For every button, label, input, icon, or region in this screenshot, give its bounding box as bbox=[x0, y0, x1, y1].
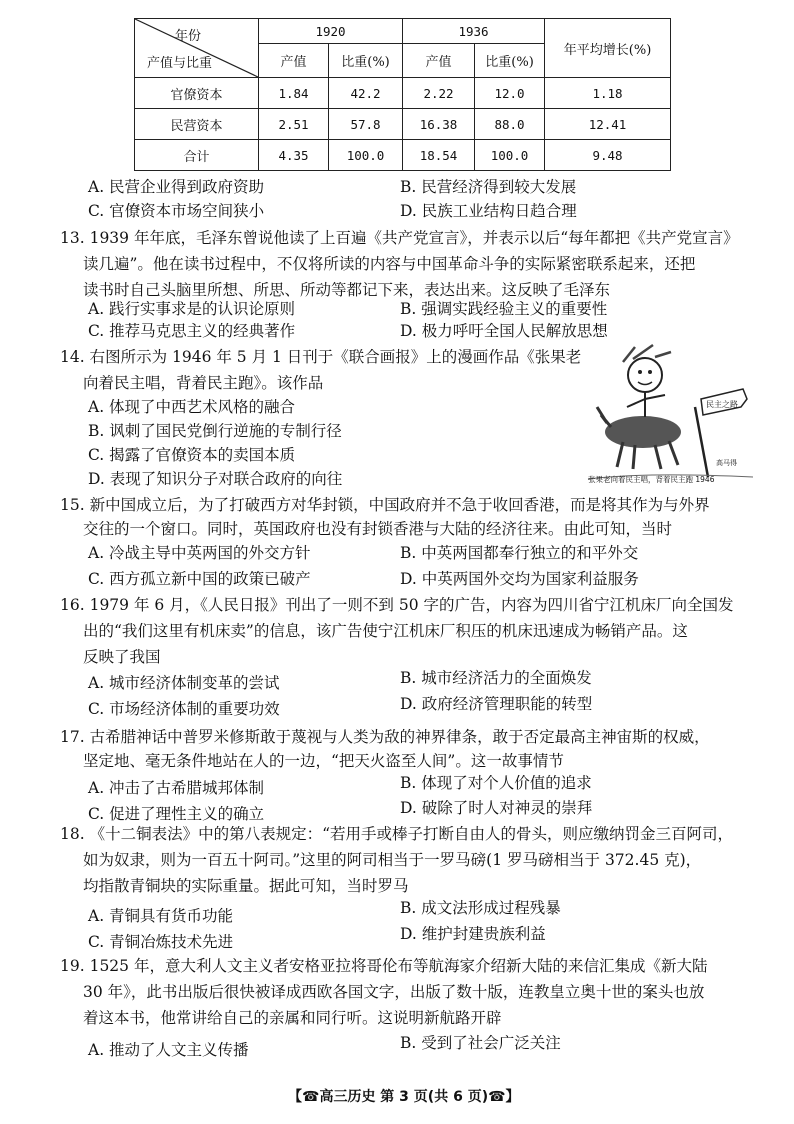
q19-stem-line: 19. 1525 年，意大利人文主义者安格亚拉将哥伦布等航海家介绍新大陆的来信汇集成《新大陆 bbox=[60, 957, 708, 975]
cell-value: 100.0 bbox=[329, 140, 403, 171]
q17-stem-line: 坚定地、毫无条件地站在人的一边，“把天火盗至人间”。这一故事情节 bbox=[83, 752, 564, 770]
q15-option-a[interactable]: A. 冷战主导中英两国的外交方针 bbox=[88, 544, 311, 562]
q19-stem-line: 着这本书，他常讲给自己的亲属和同行听。这说明新航路开辟 bbox=[83, 1009, 502, 1027]
q16-stem-line: 反映了我国 bbox=[83, 648, 161, 666]
q13-option-c[interactable]: C. 推荐马克思主义的经典著作 bbox=[88, 322, 296, 340]
header-year: 年份 bbox=[175, 29, 202, 44]
cell-value: 12.41 bbox=[545, 109, 671, 140]
table-row bbox=[135, 109, 671, 140]
sign-text: 民主之路 bbox=[706, 400, 738, 409]
header-share-1936: 比重(%) bbox=[475, 44, 545, 78]
q15-option-b[interactable]: B. 中英两国都奉行独立的和平外交 bbox=[400, 544, 639, 562]
cell-value: 16.38 bbox=[403, 109, 475, 140]
q17-stem-line: 17. 古希腊神话中普罗米修斯敢于蔑视与人类为敌的神界律条，敢于否定最高主神宙斯的权威， bbox=[60, 728, 710, 746]
cell-value: 100.0 bbox=[475, 140, 545, 171]
q18-option-c[interactable]: C. 青铜冶炼技术先进 bbox=[88, 933, 234, 951]
cell-value: 57.8 bbox=[329, 109, 403, 140]
header-value-1936: 产值 bbox=[403, 44, 475, 78]
q13-stem-line: 读几遍”。他在读书过程中，不仅将所读的内容与中国革命斗争的实际紧密联系起来，还把 bbox=[83, 255, 696, 273]
q17-option-c[interactable]: C. 促进了理性主义的确立 bbox=[88, 805, 265, 823]
q12-option-b[interactable]: B. 民营经济得到较大发展 bbox=[400, 178, 577, 196]
q17-option-b[interactable]: B. 体现了对个人价值的追求 bbox=[400, 774, 592, 792]
q17-option-a[interactable]: A. 冲击了古希腊城邦体制 bbox=[88, 779, 265, 797]
q16-option-a[interactable]: A. 城市经济体制变革的尝试 bbox=[88, 674, 280, 692]
page-footer: 【☎高三历史 第 3 页(共 6 页)☎】 bbox=[288, 1089, 520, 1105]
q14-option-b[interactable]: B. 讽刺了国民党倒行逆施的专制行径 bbox=[88, 422, 342, 440]
data-table bbox=[134, 18, 671, 171]
table-corner-header bbox=[135, 19, 259, 78]
artist-signature: 高马得 bbox=[716, 459, 737, 467]
q13-stem-line: 读书时自己头脑里所想、所思、所动等都记下来，表达出来。这反映了毛泽东 bbox=[83, 281, 611, 299]
cell-value: 2.51 bbox=[259, 109, 329, 140]
q16-option-c[interactable]: C. 市场经济体制的重要功效 bbox=[88, 700, 280, 718]
q13-option-b[interactable]: B. 强调实践经验主义的重要性 bbox=[400, 300, 608, 318]
q12-option-a[interactable]: A. 民营企业得到政府资助 bbox=[88, 178, 265, 196]
q16-stem-line: 出的“我们这里有机床卖”的信息，该广告使宁江机床厂积压的机床迅速成为畅销产品。这 bbox=[83, 622, 688, 640]
q15-option-d[interactable]: D. 中英两国外交均为国家利益服务 bbox=[400, 570, 639, 588]
q14-option-c[interactable]: C. 揭露了官僚资本的卖国本质 bbox=[88, 446, 296, 464]
q19-option-b[interactable]: B. 受到了社会广泛关注 bbox=[400, 1034, 561, 1052]
q16-stem-line: 16. 1979 年 6 月，《人民日报》刊出了一则不到 50 字的广告，内容为四川省宁江机床厂向全国发 bbox=[60, 596, 734, 614]
header-item: 产值与比重 bbox=[147, 56, 213, 71]
header-growth: 年平均增长(%) bbox=[545, 19, 671, 78]
q19-option-a[interactable]: A. 推动了人文主义传播 bbox=[88, 1041, 249, 1059]
q17-option-d[interactable]: D. 破除了时人对神灵的崇拜 bbox=[400, 799, 593, 817]
cell-value: 4.35 bbox=[259, 140, 329, 171]
q18-option-a[interactable]: A. 青铜具有货币功能 bbox=[88, 907, 234, 925]
cartoon-image bbox=[583, 337, 758, 487]
row-label: 官僚资本 bbox=[135, 78, 259, 109]
q19-stem-line: 30 年》，此书出版后很快被译成西欧各国文字，出版了数十版，连教皇立奥十世的案头也放 bbox=[83, 983, 705, 1001]
q12-option-d[interactable]: D. 民族工业结构日趋合理 bbox=[400, 202, 577, 220]
q13-option-a[interactable]: A. 践行实事求是的认识论原则 bbox=[88, 300, 296, 318]
q16-option-b[interactable]: B. 城市经济活力的全面焕发 bbox=[400, 669, 592, 687]
q15-stem-line: 交往的一个窗口。同时，英国政府也没有封锁香港与大陆的经济往来。由此可知，当时 bbox=[83, 520, 673, 538]
q12-option-c[interactable]: C. 官僚资本市场空间狭小 bbox=[88, 202, 265, 220]
cell-value: 1.18 bbox=[545, 78, 671, 109]
q16-option-d[interactable]: D. 政府经济管理职能的转型 bbox=[400, 695, 593, 713]
cell-value: 88.0 bbox=[475, 109, 545, 140]
q18-option-b[interactable]: B. 成文法形成过程残暴 bbox=[400, 899, 561, 917]
cartoon-caption: 张果老向着民主唱，背着民主跑 1946 bbox=[588, 475, 715, 484]
table-row bbox=[135, 78, 671, 109]
header-value-1920: 产值 bbox=[259, 44, 329, 78]
q13-stem-line: 13. 1939 年年底，毛泽东曾说他读了上百遍《共产党宣言》，并表示以后“每年都把《共产党宣言》 bbox=[60, 229, 739, 247]
header-1936: 1936 bbox=[403, 19, 545, 44]
q14-stem-line: 向着民主唱，背着民主跑》。该作品 bbox=[83, 374, 324, 392]
cell-value: 18.54 bbox=[403, 140, 475, 171]
q14-option-d[interactable]: D. 表现了知识分子对联合政府的向往 bbox=[88, 470, 343, 488]
header-1920: 1920 bbox=[259, 19, 403, 44]
cell-value: 9.48 bbox=[545, 140, 671, 171]
q18-stem-line: 18. 《十二铜表法》中的第八表规定：“若用手或棒子打断自由人的骨头，则应缴纳罚金三百阿司， bbox=[60, 825, 734, 843]
cell-value: 42.2 bbox=[329, 78, 403, 109]
q13-option-d[interactable]: D. 极力呼吁全国人民解放思想 bbox=[400, 322, 608, 340]
q18-stem-line: 如为奴隶，则为一百五十阿司。”这里的阿司相当于一罗马磅(1 罗马磅相当于 372.45 克)， bbox=[83, 851, 702, 869]
row-label: 民营资本 bbox=[135, 109, 259, 140]
cell-value: 12.0 bbox=[475, 78, 545, 109]
row-label: 合计 bbox=[135, 140, 259, 171]
q18-stem-line: 均指散青铜块的实际重量。据此可知，当时罗马 bbox=[83, 877, 409, 895]
cell-value: 2.22 bbox=[403, 78, 475, 109]
q15-option-c[interactable]: C. 西方孤立新中国的政策已破产 bbox=[88, 570, 311, 588]
q14-stem-line: 14. 右图所示为 1946 年 5 月 1 日刊于《联合画报》上的漫画作品《张果老 bbox=[60, 348, 582, 366]
table-row bbox=[135, 140, 671, 171]
header-share-1920: 比重(%) bbox=[329, 44, 403, 78]
q14-option-a[interactable]: A. 体现了中西艺术风格的融合 bbox=[88, 398, 296, 416]
cell-value: 1.84 bbox=[259, 78, 329, 109]
q18-option-d[interactable]: D. 维护封建贵族利益 bbox=[400, 925, 546, 943]
q15-stem-line: 15. 新中国成立后，为了打破西方对华封锁，中国政府并不急于收回香港，而是将其作为与外界 bbox=[60, 496, 710, 514]
